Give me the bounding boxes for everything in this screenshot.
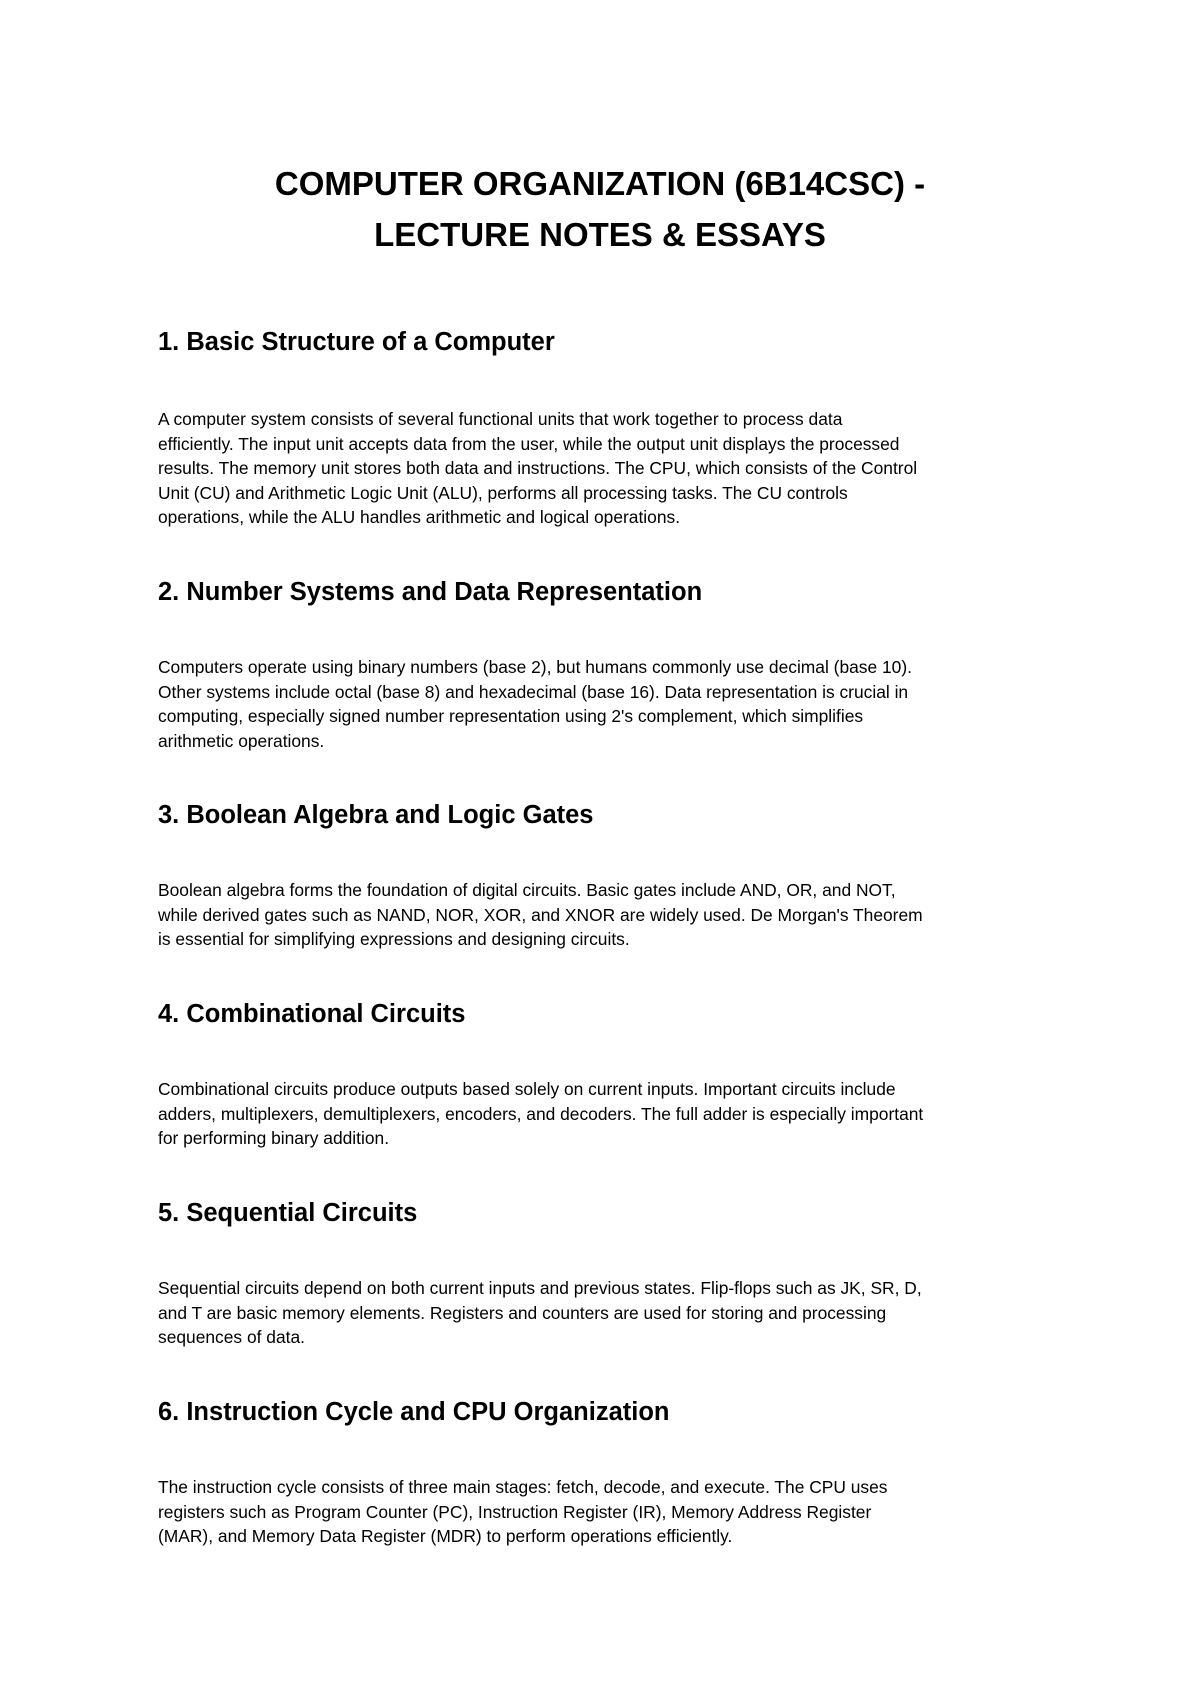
section-heading-boolean-algebra: 3. Boolean Algebra and Logic Gates [158, 801, 594, 829]
section-body-number-systems [158, 655, 1058, 753]
paragraph-line: The instruction cycle consists of three main stages: fetch, decode, and execute. The CPU uses [158, 1477, 888, 1497]
section-body-basic-structure [158, 407, 1058, 530]
paragraph-line: while derived gates such as NAND, NOR, XOR, and XNOR are widely used. De Morgan's Theorem [158, 904, 923, 925]
paragraph-line: adders, multiplexers, demultiplexers, encoders, and decoders. The full adder is especially important [158, 1103, 924, 1124]
paragraph-line: Combinational circuits produce outputs based solely on current inputs. Important circuits include [158, 1079, 896, 1099]
section-heading-instruction-cycle: 6. Instruction Cycle and CPU Organization [158, 1398, 670, 1426]
paragraph-line: sequences of data. [158, 1327, 305, 1348]
section-body-boolean-algebra [158, 878, 1058, 952]
paragraph-line: efficiently. The input unit accepts data from the user, while the output unit displays the processed [158, 433, 900, 454]
section-body-instruction-cycle [158, 1475, 1058, 1549]
paragraph-line: computing, especially signed number representation using 2's complement, which simplifies [158, 706, 864, 727]
paragraph-line: Unit (CU) and Arithmetic Logic Unit (ALU), performs all processing tasks. The CU controls [158, 482, 848, 503]
section-body-combinational-circuits [158, 1077, 1058, 1151]
paragraph-line: and T are basic memory elements. Registers and counters are used for storing and processing [158, 1302, 887, 1323]
paragraph-line: Other systems include octal (base 8) and hexadecimal (base 16). Data representation is crucial in [158, 681, 909, 702]
section-heading-number-systems: 2. Number Systems and Data Representation [158, 578, 703, 606]
paragraph-line: (MAR), and Memory Data Register (MDR) to perform operations efficiently. [158, 1526, 733, 1547]
paragraph-line: is essential for simplifying expressions and designing circuits. [158, 929, 630, 950]
section-body-sequential-circuits [158, 1276, 1058, 1350]
section-heading-basic-structure: 1. Basic Structure of a Computer [158, 328, 555, 356]
section-heading-sequential-circuits: 5. Sequential Circuits [158, 1199, 418, 1227]
paragraph-line: Sequential circuits depend on both current inputs and previous states. Flip-flops such as JK, SR, D, [158, 1278, 922, 1298]
paragraph-line: operations, while the ALU handles arithmetic and logical operations. [158, 507, 681, 528]
paragraph-line: registers such as Program Counter (PC), Instruction Register (IR), Memory Address Register [158, 1501, 872, 1522]
title-line-2: LECTURE NOTES & ESSAYS [374, 216, 826, 253]
section-heading-combinational-circuits: 4. Combinational Circuits [158, 1000, 466, 1028]
paragraph-line: A computer system consists of several functional units that work together to process data [158, 409, 843, 429]
paragraph-line: for performing binary addition. [158, 1128, 390, 1149]
paragraph-line: Boolean algebra forms the foundation of digital circuits. Basic gates include AND, OR, and NOT, [158, 880, 896, 900]
paragraph-line: arithmetic operations. [158, 730, 325, 751]
paragraph-line: results. The memory unit stores both data and instructions. The CPU, which consists of the Control [158, 458, 918, 479]
title-line-1: COMPUTER ORGANIZATION (6B14CSC) - [274, 165, 926, 202]
document-title [100, 158, 1100, 260]
paragraph-line: Computers operate using binary numbers (base 2), but humans commonly use decimal (base 10). [158, 657, 912, 677]
